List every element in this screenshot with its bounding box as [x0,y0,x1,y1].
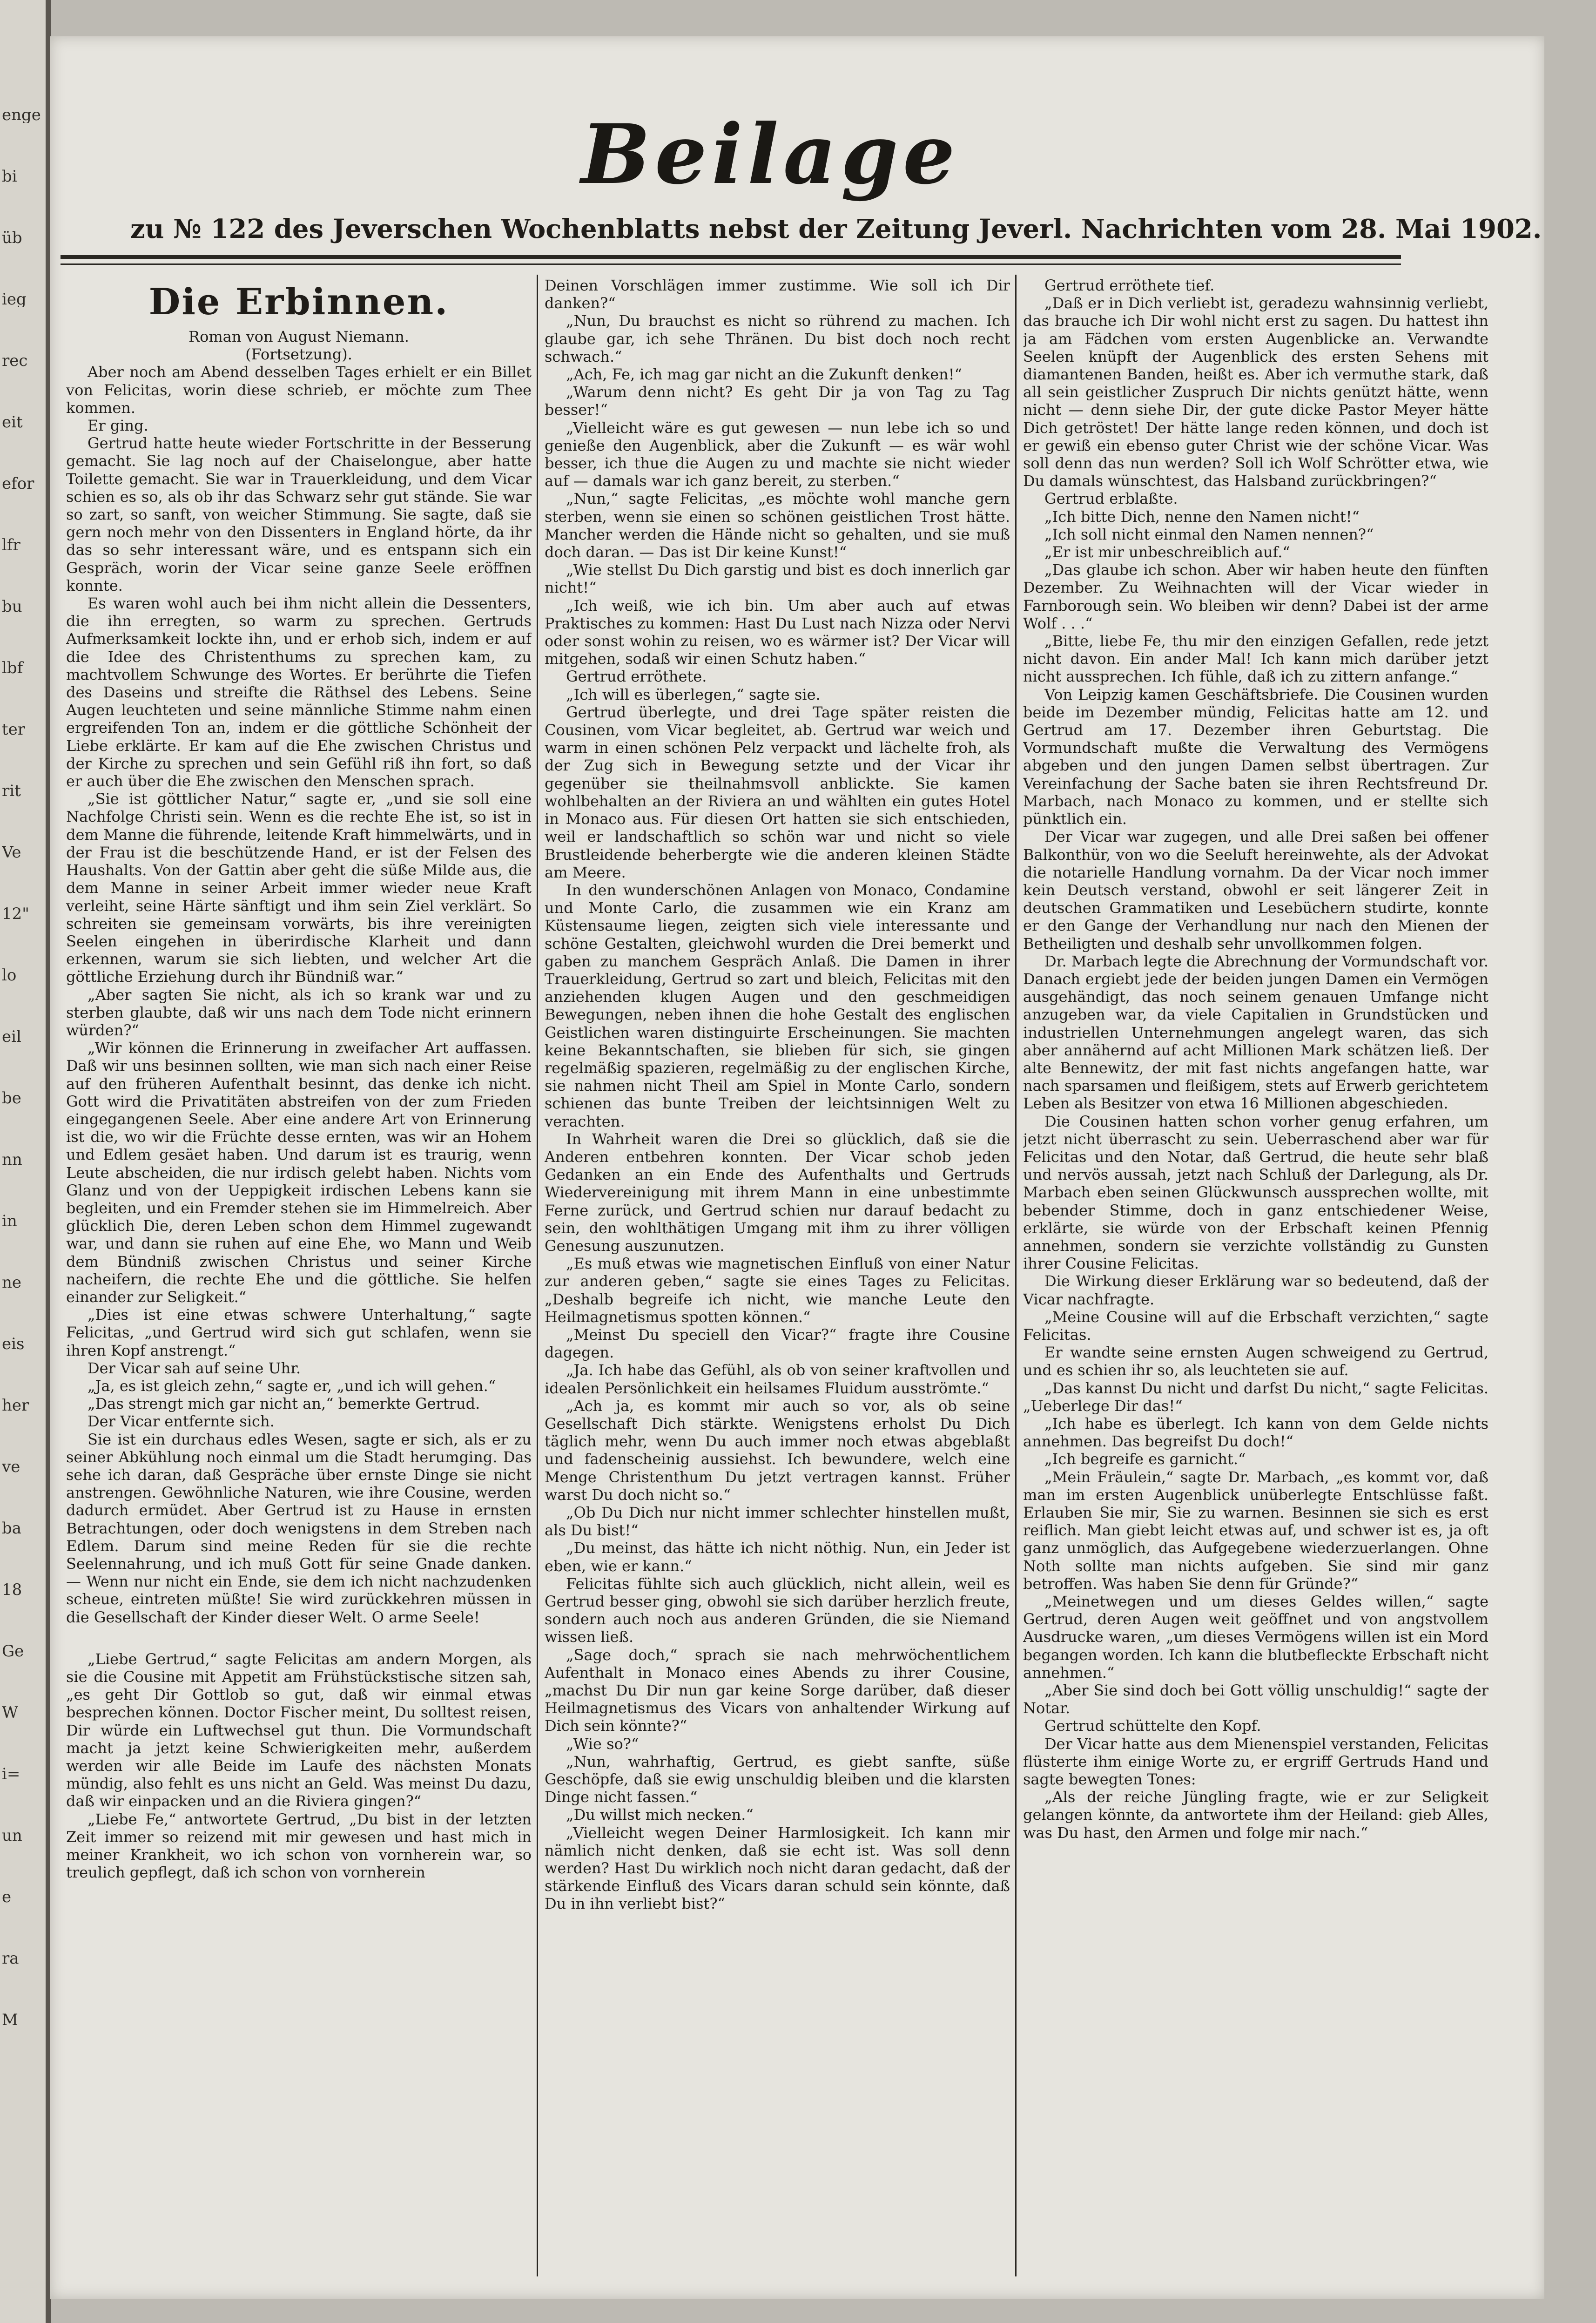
text-column-1 [66,277,532,2284]
paragraph: Gertrud hatte heute wieder Fortschritte in der Besserung gemacht. Sie lag noch auf der Chaiselongue, aber hatte Toilette gemacht. Sie war in Trauerkleidung, und dem Vicar schien es so, als ob ihr das Schwarz sehr gut stände. Sie war so zart, so sanft, von weicher Stimmung. Sie sagte, daß sie gern noch mehr von den Dissenters in England hörte, da ihr das so sehr interessant wäre, und es entspann sich ein Gespräch, worin der Vicar seine ganze Seele eröffnen konnte. [66,434,532,594]
story-byline: Roman von August Niemann. [189,328,409,345]
text-column-3 [1023,277,1488,2283]
paragraph: „Nun, Du brauchst es nicht so rührend zu machen. Ich glaube gar, ich sehe Thränen. Du bist doch noch recht schwach.“ [545,312,1010,365]
paragraph: „Vielleicht wegen Deiner Harmlosigkeit. Ich kann mir nämlich nicht denken, daß sie echt ist. Was soll denn werden? Hast Du wirklich noch nicht daran gedacht, daß der stärkende Einfluß des Vicars daran schuld sein könnte, daß Du in ihn verliebt bist?“ [545,1823,1010,1913]
paragraph: „Aber Sie sind doch bei Gott völlig unschuldig!“ sagte der Notar. [1023,1681,1488,1717]
paragraph: Er wandte seine ernsten Augen schweigend zu Gertrud, und es schien ihr so, als leuchteten sie auf. [1023,1344,1488,1379]
paragraph: „Ja, es ist gleich zehn,“ sagte er, „und ich will gehen.“ [88,1377,496,1395]
paragraph: „Wie stellst Du Dich garstig und bist es doch innerlich gar nicht!“ [545,561,1010,597]
previous-page-fragment: M [2,2012,18,2028]
previous-page-fragment: ter [2,722,26,737]
paragraph: Gertrud überlegte, und drei Tage später reisten die Cousinen, vom Vicar begleitet, ab. Gertrud war weich und warm in einen schönen Pelz verpackt und lächelte froh, als der Zug sich in Bewegung setzte und der Vicar ihr gegenüber sie theilnahmsvoll anblickte. Sie kamen wohlbehalten an der Riviera an und wählten ein gutes Hotel in Monaco aus. Für diesen Ort hatten sie sich entschieden, weil er landschaftlich so schön war und nicht so viele Brustleidende beherbergte wie die anderen kleinen Städte am Meere. [545,703,1010,881]
previous-page-fragment: ne [2,1275,22,1290]
previous-page-fragment: 12" [2,906,29,922]
previous-page-fragment: efor [2,476,34,492]
column-divider-2 [1015,275,1017,2276]
previous-page-fragment: lbf [2,660,23,676]
paragraph: „Das strengt mich gar nicht an,“ bemerkte Gertrud. [88,1395,480,1413]
paragraph: „Daß er in Dich verliebt ist, geradezu wahnsinnig verliebt, das brauche ich Dir wohl nicht erst zu sagen. Du hattest ihn ja am Fädchen vom ersten Augenblicke an. Verwandte Seelen knüpft der Augenblick des ersten Sehens mit diamantenen Banden, heißt es. Aber ich vermuthe stark, daß all sein geistlicher Zuspruch Dir nichts genützt hätte, wenn nicht — denn siehe Dir, der gute dicke Pastor Meyer hätte Dich getröstet! Der hätte lange reden können, und doch ist er gewiß ein ebenso guter Christ wie der schöne Vicar. Was soll denn das nun werden? Soll ich Wolf Schrötter etwa, wie Du damals wünschtest, das Halsband zurückbringen?“ [1023,294,1488,490]
paragraph: „Ich will es überlegen,“ sagte sie. [566,685,821,703]
paragraph: „Das kannst Du nicht und darfst Du nicht,“ sagte Felicitas. „Ueberlege Dir das!“ [1023,1379,1488,1415]
paragraph: „Ob Du Dich nur nicht immer schlechter hinstellen mußt, als Du bist!“ [545,1504,1010,1540]
paragraph: Dr. Marbach legte die Abrechnung der Vormundschaft vor. Danach ergiebt jede der beiden jungen Damen ein Vermögen ausgehändigt, das noch seinem genauen Umfange nicht anzugeben war, da viele Capitalien in Grundstücken und industriellen Unternehmungen angelegt waren, das sich aber annähernd auf acht Millionen Mark schätzen ließ. Der alte Bennewitz, der mit fast nichts angefangen hatte, war nach sparsamen und fleißigem, stets auf Erwerb gerichtetem Leben als Besitzer von etwa 16 Millionen abgeschieden. [1023,952,1488,1113]
previous-page-fragment: rit [2,783,21,799]
paragraph: „Ich bitte Dich, nenne den Namen nicht!“ [1044,507,1360,526]
paragraph: „Mein Fräulein,“ sagte Dr. Marbach, „es kommt vor, daß man im ersten Augenblick unüberlegte Entschlüsse faßt. Erlauben Sie mir, Sie zu warnen. Besinnen sie sich es erst reiflich. Man giebt leicht etwas auf, und schwer ist es, ja oft ganz unmöglich, das Aufgegebene wiederzuerlangen. Ohne Noth sollte man nichts aufgeben. Sie sind mir ganz betroffen. Was haben Sie denn für Gründe?“ [1023,1468,1488,1593]
paragraph: Aber noch am Abend desselben Tages erhielt er ein Billet von Felicitas, worin diese schrieb, er möchte zum Thee kommen. [66,363,532,417]
paragraph: „Ich begreife es garnicht.“ [1044,1450,1246,1468]
previous-page-fragment: ve [2,1459,20,1475]
paragraph: In Wahrheit waren die Drei so glücklich, daß sie die Anderen entbehren konnten. Der Vicar schob jeden Gedanken an ein Ende des Aufenthalts und Gertruds Wiedervereinigung mit ihrem Mann in eine unbestimmte Ferne zurück, und Gertrud schien nur darauf bedacht zu sein, den wohlthätigen Umgang mit ihm zu ihrer völligen Genesung auszunutzen. [545,1130,1010,1255]
paragraph: „Liebe Fe,“ antwortete Gertrud, „Du bist in der letzten Zeit immer so reizend mit mir gewesen und hast mich in meiner Krankheit, wo ich schon von vornherein war, so treulich gepflegt, daß ich schon von vornherein [66,1810,532,1882]
paragraph: Der Vicar entfernte sich. [88,1412,275,1431]
previous-page-fragment: rec [2,353,28,369]
paragraph: Sie ist ein durchaus edles Wesen, sagte er sich, als er zu seiner Abkühlung noch einmal um die Stadt herumging. Das sehe ich daran, daß Gespräche über ernste Dinge sie nicht anstrengen. Gewöhnliche Naturen, wie ihre Cousine, werden dadurch ermüdet. Aber Gertrud ist zu Hause in ernsten Betrachtungen, oder doch wenigstens in dem Streben nach Edlem. Darum sind meine Reden für sie die rechte Seelennahrung, und ich muß Gott für seine Gnade danken. — Wenn nur nicht ein Ende, sie dem ich nicht nachzudenken scheue, eintreten müßte! Sie wird zurückkehren müssen in die Gesellschaft der Kinder dieser Welt. O arme Seele! [66,1430,532,1626]
previous-page-fragment: un [2,1828,22,1844]
paragraph: Gertrud erröthete tief. [1044,277,1215,294]
paragraph: „Als der reiche Jüngling fragte, wie er zur Seligkeit gelangen könnte, da antwortete ihm der Heiland: gieb Alles, was Du hast, den Armen und folge mir nach.“ [1023,1788,1488,1842]
paragraph: Der Vicar hatte aus dem Mienenspiel verstanden, Felicitas flüsterte ihm einige Worte zu, er ergriff Gertruds Hand und sagte bewegten Tones: [1023,1735,1488,1789]
paragraph: „Liebe Gertrud,“ sagte Felicitas am andern Morgen, als sie die Cousine mit Appetit am Frühstückstische sitzen sah, „es geht Dir Gottlob so gut, daß wir einmal etwas besprechen können. Doctor Fischer meint, Du solltest reisen, Dir würde ein Luftwechsel gut thun. Die Vormundschaft macht ja jetzt keine Schwierigkeiten mehr, außerdem werden wir alle Beide im Laufe des nächsten Monats mündig, also fehlt es uns nicht an Geld. Was meinst Du dazu, daß wir einpacken und an die Riviera gingen?“ [66,1650,532,1810]
paragraph: „Wie so?“ [566,1735,639,1753]
paragraph: Die Wirkung dieser Erklärung war so bedeutend, daß der Vicar nachfragte. [1023,1272,1488,1308]
paragraph: Von Leipzig kamen Geschäftsbriefe. Die Cousinen wurden beide im Dezember mündig, Felicitas hatte am 12. und Gertrud am 17. Dezember ihren Geburtstag. Die Vormundschaft mußte die Verwaltung des Vermögens abgeben und den jungen Damen selbst übertragen. Zur Vereinfachung der Sache baten sie ihren Rechtsfreund Dr. Marbach, nach Monaco zu kommen, und er stellte sich pünktlich ein. [1023,685,1488,828]
previous-page-fragment: i= [2,1766,20,1782]
paragraph: „Du meinst, das hätte ich nicht nöthig. Nun, ein Jeder ist eben, wie er kann.“ [545,1539,1010,1575]
previous-page-fragment: ra [2,1951,19,1966]
paragraph: „Ich weiß, wie ich bin. Um aber auch auf etwas Praktisches zu kommen: Hast Du Lust nach Nizza oder Nervi oder sonst wohin zu reisen, wo es wärmer ist? Der Vicar will mitgehen, sodaß wir einen Schutz haben.“ [545,596,1010,668]
previous-page-fragment: eit [2,414,23,430]
story-title: Die Erbinnen. [148,281,449,323]
masthead-title: Beilage [581,106,960,203]
paragraph: „Nun,“ sagte Felicitas, „es möchte wohl manche gern sterben, wenn sie einen so schönen geistlichen Trost hätte. Mancher werden die Hände nicht so gehalten, und sie muß doch daran. — Das ist Dir keine Kunst!“ [545,490,1010,561]
paragraph: „Ach, Fe, ich mag gar nicht an die Zukunft denken!“ [566,365,962,384]
paragraph: Es waren wohl auch bei ihm nicht allein die Dessenters, die ihn erregten, so warm zu sprechen. Gertruds Aufmerksamkeit lockte ihn, und er erhob sich, indem er auf die Idee des Christenthums zu sprechen kam, zu machtvollem Schwunge des Wortes. Er berührte die Tiefen des Daseins und streifte die Räthsel des Lebens. Seine Augen leuchteten und seine männliche Stimme nahm einen ergreifenden Ton an, indem er die göttliche Schönheit der Liebe erklärte. Er kam auf die Ehe zwischen Christus und der Kirche zu sprechen und sein Gefühl riß ihn fort, so daß er auch über die Ehe zwischen den Menschen sprach. [66,594,532,790]
previous-page-fragment: ba [2,1520,22,1536]
previous-page-fragment: her [2,1398,29,1413]
paragraph: „Ich habe es überlegt. Ich kann von dem Gelde nichts annehmen. Das begreifst Du doch!“ [1023,1415,1488,1451]
previous-page-fragment: Ge [2,1643,24,1659]
paragraph: „Ja. Ich habe das Gefühl, als ob von seiner kraftvollen und idealen Persönlichkeit ein heilsames Fluidum ausströmte.“ [545,1361,1010,1397]
header-rule-top [61,255,1401,259]
previous-page-fragment: 18 [2,1582,22,1598]
paragraph: „Aber sagten Sie nicht, als ich so krank war und zu sterben glaubte, daß wir uns nach dem Tode nicht erinnern würden?“ [66,986,532,1039]
paragraph: „Meinst Du speciell den Vicar?“ fragte ihre Cousine dagegen. [545,1325,1010,1362]
paragraph: Gertrud erblaßte. [1044,490,1178,508]
column-divider-1 [537,275,538,2276]
previous-page-fragment: lfr [2,537,20,553]
paragraph: Der Vicar war zugegen, und alle Drei saßen bei offener Balkonthür, von wo die Seeluft hereinwehte, als der Advokat die notarielle Handlung vornahm. Da der Vicar noch immer kein Deutsch verstand, obwohl er seit längerer Zeit in deutschen Grammatiken und Lesebüchern studirte, konnte er den Gange der Verhandlung nur nach den Mienen der Betheiligten und deshalb sehr unvollkommen folgen. [1023,828,1488,952]
paragraph: Felicitas fühlte sich auch glücklich, nicht allein, weil es Gertrud besser ging, obwohl sie sich darüber herzlich freute, sondern auch noch aus anderen Gründen, die sie Niemand wissen ließ. [545,1574,1010,1646]
paragraph: In den wunderschönen Anlagen von Monaco, Condamine und Monte Carlo, die zusammen wie ein Kranz am Küstensaume liegen, zeigten sich viele interessante und schöne Gestalten, gleichwohl wurden die Drei bemerkt und gaben zu manchem Gespräch Anlaß. Die Damen in ihrer Trauerkleidung, Gertrud so zart und bleich, Felicitas mit den anziehenden klugen Augen und den geschmeidigen Bewegungen, neben ihnen die hohe Gestalt des englischen Geistlichen waren distinguirte Erscheinungen. Sie machten keine Bekanntschaften, sie blieben für sich, sie gingen regelmäßig spazieren, regelmäßig zu der englischen Kirche, sie nahmen nicht Theil am Spiel in Monte Carlo, sondern schienen das bunte Treiben der leichtsinnigen Welt zu verachten. [545,881,1010,1130]
paragraph: „Sage doch,“ sprach sie nach mehrwöchentlichem Aufenthalt in Monaco eines Abends zu ihrer Cousine, „machst Du Dir nun gar keine Sorge darüber, daß dieser Heilmagnetismus des Vicars von anhaltender Wirkung auf Dich sein könnte?“ [545,1646,1010,1735]
paragraph: „Bitte, liebe Fe, thu mir den einzigen Gefallen, rede jetzt nicht davon. Ein ander Mal! Ich kann mich darüber jetzt nicht aussprechen. Ich fühle, daß ich zu zittern anfange.“ [1023,632,1488,686]
paragraph: „Dies ist eine etwas schwere Unterhaltung,“ sagte Felicitas, „und Gertrud wird sich gut schlafen, wenn sie ihren Kopf anstrengt.“ [66,1306,532,1359]
paragraph: Gertrud erröthete. [566,668,707,686]
previous-page-fragment: nn [2,1152,22,1168]
paragraph: „Ich soll nicht einmal den Namen nennen?“ [1044,525,1374,543]
previous-page-fragment: e [2,1889,12,1905]
paragraph: „Warum denn nicht? Es geht Dir ja von Tag zu Tag besser!“ [545,383,1010,419]
paragraph: „Es muß etwas wie magnetischen Einfluß von einer Natur zur anderen geben,“ sagte sie eines Tages zu Felicitas. „Deshalb begreife ich nicht, wie manche Leute den Heilmagnetismus spotten können.“ [545,1255,1010,1326]
paragraph: „Vielleicht wäre es gut gewesen — nun lebe ich so und genieße den Augenblick, aber die Zukunft — es wär wohl besser, ich thue die Augen zu und machte sie nicht wieder auf — damals war ich ganz bereit, zu sterben.“ [545,419,1010,490]
issue-subheading: zu № 122 des Jeverschen Wochenblatts nebst der Zeitung Jeverl. Nachrichten vom 28. Mai 1902. [130,214,1542,244]
story-continued-note: (Fortsetzung). [245,345,352,364]
paragraph: „Du willst mich necken.“ [566,1806,754,1824]
previous-page-fragment: lo [2,967,17,983]
paragraph: „Meine Cousine will auf die Erbschaft verzichten,“ sagte Felicitas. [1023,1308,1488,1344]
previous-page-fragment: be [2,1090,21,1106]
header-rule-bottom [61,263,1401,265]
paragraph: „Meinetwegen und um dieses Geldes willen,“ sagte Gertrud, deren Augen weit geöffnet und von angstvollem Ausdrucke waren, „um dieses Vermögens willen ist ein Mord begangen worden. Ich kann die blutbefleckte Erbschaft nicht annehmen.“ [1023,1593,1488,1681]
paragraph: „Er ist mir unbeschreiblich auf.“ [1044,543,1290,561]
previous-page-fragment: W [2,1705,18,1721]
text-column-2 [545,277,1010,2283]
previous-page-fragment: in [2,1213,17,1229]
previous-page-fragment: eil [2,1029,21,1045]
paragraph: „Das glaube ich schon. Aber wir haben heute den fünften Dezember. Zu Weihnachten will der Vicar wieder in Farnborough sein. Wo bleiben wir denn? Dabei ist der arme Wolf . . .“ [1023,561,1488,632]
paragraph: „Sie ist göttlicher Natur,“ sagte er, „und sie soll eine Nachfolge Christi sein. Wenn es die rechte Ehe ist, so ist in dem Manne die führende, leitende Kraft himmelwärts, und in der Frau ist die beschützende Hand, er ist der Felsen des Haushalts. Von der Gattin aber geht die süße Milde aus, die dem Manne in seiner Arbeit immer wieder neue Kraft verleiht, seine Härte sänftigt und ihm sein Ziel verklärt. So schreiten sie gemeinsam vorwärts, bis ihre vereinigten Seelen eingehen in überirdische Klarheit und dann erkennen, warum sie sich liebten, und welcher Art die göttliche Erziehung durch ihr Bündniß war.“ [66,790,532,986]
paragraph: Gertrud schüttelte den Kopf. [1044,1717,1261,1735]
paragraph: Der Vicar sah auf seine Uhr. [88,1359,301,1377]
paragraph: „Nun, wahrhaftig, Gertrud, es giebt sanfte, süße Geschöpfe, daß sie ewig unschuldig bleiben und die klarsten Dinge nicht fassen.“ [545,1752,1010,1806]
previous-page-fragment: Ve [2,844,21,860]
previous-page-fragment: ieg [2,291,27,307]
previous-page-fragment: bi [2,169,17,184]
previous-page-fragment: eis [2,1336,25,1352]
paragraph: „Wir können die Erinnerung in zweifacher Art auffassen. Daß wir uns besinnen sollten, wie man sich nach einer Reise auf den früheren Aufenthalt besinnt, das denke ich nicht. Gott wird die Privatitäten abstreifen von der zum Frieden eingegangenen Seele. Aber eine andere Art von Erinnerung ist die, wo wir die Früchte desse ernten, was wir an Hohem und Edlem gesäet haben. Und darum ist es traurig, wenn Leute abscheiden, die nur irdisch gelebt haben. Nichts vom Glanz und von der Ueppigkeit irdischen Lebens kann sie begleiten, und ein Fremder stehen sie im Himmelreich. Aber glücklich Die, deren Leben schon dem Himmel zugewandt war, und dann sie ruhen auf eine Ehe, wo Mann und Weib dem Bündniß zwischen Christus und seiner Kirche nacheifern, die rechte Ehe und die göttliche. Sie helfen einander zur Seligkeit.“ [66,1039,532,1306]
paragraph: „Ach ja, es kommt mir auch so vor, als ob seine Gesellschaft Dich stärkte. Wenigstens erholst Du Dich täglich mehr, wenn Du auch immer noch etwas abgeblaßt und fadenscheinig aussiehst. Ich bewundere, welch eine Menge Christenthum Du jetzt vertragen kannst. Früher warst Du doch nicht so.“ [545,1397,1010,1504]
previous-page-fragment: enge [2,107,41,123]
previous-page-fragment: üb [2,230,22,246]
paragraph: Er ging. [88,417,148,435]
paragraph: Deinen Vorschlägen immer zustimme. Wie soll ich Dir danken?“ [545,277,1010,312]
previous-page-edge [0,0,50,2323]
paragraph: Die Cousinen hatten schon vorher genug erfahren, um jetzt nicht überrascht zu sein. Ueberraschend aber war für Felicitas und den Notar, daß Gertrud, die heute sehr blaß und nervös aussah, jetzt nach Schluß der Darlegung, als Dr. Marbach eben seinen Glückwunsch aussprechen wollte, mit bebender Stimme, doch in ganz entschiedener Weise, erklärte, sie würde von der Erbschaft keinen Pfennig annehmen, sondern sie verzichte vollständig zu Gunsten ihrer Cousine Felicitas. [1023,1112,1488,1273]
previous-page-fragment: bu [2,599,22,615]
